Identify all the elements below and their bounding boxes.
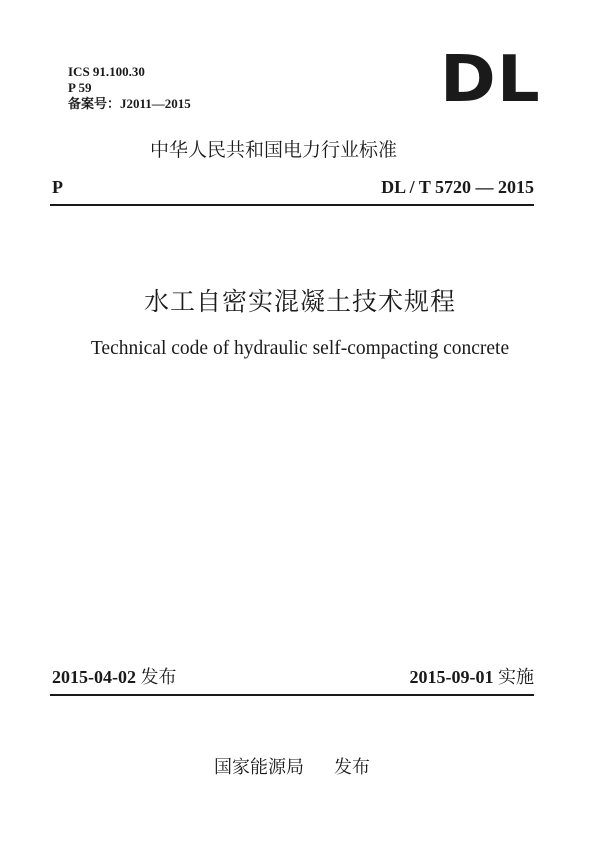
implement-date: 2015-09-01 — [409, 667, 494, 687]
issue-label: 发布 — [140, 667, 177, 688]
issue-date: 2015-04-02 — [52, 667, 136, 687]
implement-label: 实施 — [498, 667, 534, 688]
p-code: P 59 — [68, 80, 92, 95]
bottom-divider — [50, 694, 534, 696]
standard-number: DL / T 5720 — 2015 — [381, 177, 534, 197]
top-divider — [50, 204, 534, 206]
filing-number: 备案号：J2011—2015 — [68, 96, 191, 111]
dl-logo: DL — [440, 43, 541, 117]
classification-block — [68, 64, 191, 112]
ics-code: ICS 91.100.30 — [68, 64, 145, 79]
implement-date-line — [410, 666, 535, 689]
document-title-cn: 水工自密实混凝土技术规程 — [143, 287, 456, 316]
issue-date-line — [52, 666, 177, 689]
standard-title: 中华人民共和国电力行业标准 — [150, 139, 398, 161]
publish-label: 发布 — [334, 757, 370, 778]
publisher-name: 国家能源局 — [214, 757, 304, 778]
publisher-line — [214, 756, 370, 780]
document-title-en: Technical code of hydraulic self-compacting concrete — [90, 338, 510, 359]
category-letter: P — [52, 177, 63, 197]
